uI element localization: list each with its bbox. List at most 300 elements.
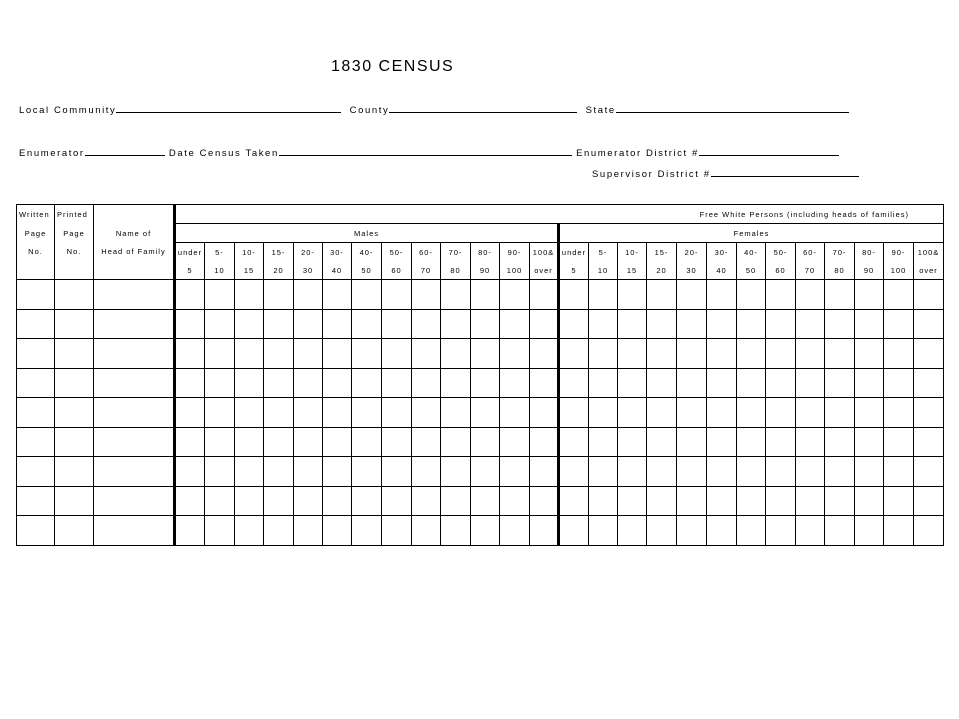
male-count-cell[interactable] [175, 516, 205, 546]
male-count-cell[interactable] [441, 368, 471, 398]
head-of-family-cell[interactable] [94, 486, 175, 516]
male-count-cell[interactable] [175, 486, 205, 516]
female-count-cell[interactable] [647, 457, 677, 487]
female-count-cell[interactable] [589, 457, 618, 487]
female-count-cell[interactable] [707, 309, 737, 339]
female-count-cell[interactable] [914, 427, 944, 457]
male-count-cell[interactable] [382, 486, 412, 516]
male-count-cell[interactable] [412, 398, 441, 428]
female-count-cell[interactable] [647, 280, 677, 310]
female-count-cell[interactable] [677, 368, 707, 398]
female-count-cell[interactable] [914, 486, 944, 516]
female-count-cell[interactable] [855, 339, 884, 369]
female-count-cell[interactable] [737, 368, 766, 398]
female-count-cell[interactable] [589, 339, 618, 369]
male-count-cell[interactable] [441, 427, 471, 457]
male-count-cell[interactable] [323, 457, 352, 487]
male-count-cell[interactable] [235, 398, 264, 428]
male-count-cell[interactable] [323, 280, 352, 310]
male-count-cell[interactable] [264, 427, 294, 457]
female-count-cell[interactable] [766, 309, 796, 339]
printed-page-cell[interactable] [55, 457, 94, 487]
male-count-cell[interactable] [471, 280, 500, 310]
male-count-cell[interactable] [471, 516, 500, 546]
male-count-cell[interactable] [352, 427, 382, 457]
head-of-family-cell[interactable] [94, 309, 175, 339]
male-count-cell[interactable] [352, 486, 382, 516]
female-count-cell[interactable] [677, 280, 707, 310]
female-count-cell[interactable] [825, 339, 855, 369]
male-count-cell[interactable] [352, 339, 382, 369]
male-count-cell[interactable] [205, 457, 235, 487]
male-count-cell[interactable] [264, 339, 294, 369]
female-count-cell[interactable] [796, 486, 825, 516]
female-count-cell[interactable] [825, 457, 855, 487]
male-count-cell[interactable] [205, 427, 235, 457]
female-age-header-bottom: 90 [855, 261, 884, 280]
female-count-cell[interactable] [825, 368, 855, 398]
local-community-label: Local Community [19, 105, 117, 116]
female-count-cell[interactable] [766, 339, 796, 369]
female-count-cell[interactable] [737, 427, 766, 457]
male-age-header-bottom: 5 [175, 261, 205, 280]
male-count-cell[interactable] [264, 280, 294, 310]
female-count-cell[interactable] [618, 486, 647, 516]
male-count-cell[interactable] [235, 339, 264, 369]
male-count-cell[interactable] [382, 309, 412, 339]
male-count-cell[interactable] [264, 457, 294, 487]
written-page-cell[interactable] [17, 516, 55, 546]
female-count-cell[interactable] [559, 398, 589, 428]
male-count-cell[interactable] [412, 457, 441, 487]
female-age-header-bottom: 5 [559, 261, 589, 280]
female-count-cell[interactable] [914, 309, 944, 339]
male-count-cell[interactable] [471, 486, 500, 516]
written-page-cell[interactable] [17, 368, 55, 398]
female-count-cell[interactable] [825, 398, 855, 428]
male-count-cell[interactable] [294, 309, 323, 339]
male-count-cell[interactable] [441, 398, 471, 428]
male-count-cell[interactable] [175, 427, 205, 457]
female-count-cell[interactable] [796, 516, 825, 546]
female-count-cell[interactable] [618, 427, 647, 457]
male-count-cell[interactable] [205, 398, 235, 428]
male-count-cell[interactable] [175, 457, 205, 487]
female-count-cell[interactable] [796, 427, 825, 457]
male-age-header-top: 90- [500, 243, 530, 262]
female-count-cell[interactable] [914, 280, 944, 310]
female-count-cell[interactable] [855, 368, 884, 398]
male-count-cell[interactable] [323, 398, 352, 428]
table-row [17, 280, 944, 310]
female-count-cell[interactable] [589, 368, 618, 398]
female-count-cell[interactable] [884, 486, 914, 516]
female-count-cell[interactable] [796, 309, 825, 339]
female-count-cell[interactable] [796, 457, 825, 487]
male-count-cell[interactable] [530, 339, 559, 369]
male-count-cell[interactable] [205, 339, 235, 369]
female-count-cell[interactable] [559, 339, 589, 369]
female-count-cell[interactable] [825, 486, 855, 516]
female-count-cell[interactable] [559, 309, 589, 339]
female-count-cell[interactable] [884, 368, 914, 398]
female-count-cell[interactable] [825, 309, 855, 339]
male-count-cell[interactable] [441, 486, 471, 516]
female-count-cell[interactable] [796, 398, 825, 428]
female-count-cell[interactable] [618, 339, 647, 369]
male-count-cell[interactable] [235, 427, 264, 457]
male-count-cell[interactable] [530, 427, 559, 457]
female-count-cell[interactable] [677, 398, 707, 428]
male-count-cell[interactable] [175, 368, 205, 398]
female-count-cell[interactable] [825, 516, 855, 546]
male-count-cell[interactable] [441, 309, 471, 339]
printed-page-cell[interactable] [55, 516, 94, 546]
female-count-cell[interactable] [707, 368, 737, 398]
female-count-cell[interactable] [589, 280, 618, 310]
female-count-cell[interactable] [766, 427, 796, 457]
male-count-cell[interactable] [412, 339, 441, 369]
male-count-cell[interactable] [205, 516, 235, 546]
male-count-cell[interactable] [323, 339, 352, 369]
female-count-cell[interactable] [914, 516, 944, 546]
female-count-cell[interactable] [618, 309, 647, 339]
male-count-cell[interactable] [175, 398, 205, 428]
female-count-cell[interactable] [914, 457, 944, 487]
female-count-cell[interactable] [766, 280, 796, 310]
male-count-cell[interactable] [294, 427, 323, 457]
male-count-cell[interactable] [235, 516, 264, 546]
female-count-cell[interactable] [766, 398, 796, 428]
female-count-cell[interactable] [766, 486, 796, 516]
female-count-cell[interactable] [737, 339, 766, 369]
male-count-cell[interactable] [412, 427, 441, 457]
male-count-cell[interactable] [412, 486, 441, 516]
female-age-header-bottom: 10 [589, 261, 618, 280]
male-age-header-top: 5- [205, 243, 235, 262]
male-count-cell[interactable] [441, 516, 471, 546]
male-count-cell[interactable] [294, 457, 323, 487]
male-count-cell[interactable] [412, 280, 441, 310]
male-count-cell[interactable] [471, 398, 500, 428]
local-community-field[interactable] [116, 103, 341, 113]
male-count-cell[interactable] [294, 486, 323, 516]
male-count-cell[interactable] [500, 398, 530, 428]
male-count-cell[interactable] [264, 486, 294, 516]
male-count-cell[interactable] [235, 280, 264, 310]
male-count-cell[interactable] [323, 427, 352, 457]
male-count-cell[interactable] [352, 516, 382, 546]
female-count-cell[interactable] [855, 280, 884, 310]
written-page-cell[interactable] [17, 398, 55, 428]
head-of-family-cell[interactable] [94, 280, 175, 310]
female-count-cell[interactable] [589, 309, 618, 339]
male-count-cell[interactable] [530, 398, 559, 428]
head-of-family-cell[interactable] [94, 339, 175, 369]
female-count-cell[interactable] [677, 309, 707, 339]
male-count-cell[interactable] [441, 339, 471, 369]
male-count-cell[interactable] [323, 486, 352, 516]
female-count-cell[interactable] [855, 457, 884, 487]
female-count-cell[interactable] [914, 398, 944, 428]
female-age-header-bottom: 70 [796, 261, 825, 280]
male-age-header-top: under [175, 243, 205, 262]
male-count-cell[interactable] [412, 516, 441, 546]
female-count-cell[interactable] [796, 280, 825, 310]
form-line-supervisor [592, 167, 859, 180]
male-count-cell[interactable] [294, 368, 323, 398]
female-count-cell[interactable] [884, 427, 914, 457]
male-count-cell[interactable] [382, 427, 412, 457]
male-count-cell[interactable] [235, 457, 264, 487]
female-count-cell[interactable] [589, 486, 618, 516]
female-count-cell[interactable] [618, 457, 647, 487]
head-of-family-cell[interactable] [94, 398, 175, 428]
male-count-cell[interactable] [500, 427, 530, 457]
female-count-cell[interactable] [766, 516, 796, 546]
male-count-cell[interactable] [323, 516, 352, 546]
male-age-header-top: 20- [294, 243, 323, 262]
male-count-cell[interactable] [323, 309, 352, 339]
female-count-cell[interactable] [559, 427, 589, 457]
male-age-header-bottom: 20 [264, 261, 294, 280]
female-count-cell[interactable] [884, 280, 914, 310]
female-count-cell[interactable] [884, 457, 914, 487]
male-count-cell[interactable] [441, 457, 471, 487]
male-count-cell[interactable] [294, 516, 323, 546]
written-page-cell[interactable] [17, 280, 55, 310]
female-count-cell[interactable] [796, 368, 825, 398]
head-of-family-cell[interactable] [94, 516, 175, 546]
female-count-cell[interactable] [559, 516, 589, 546]
head-of-family-cell[interactable] [94, 427, 175, 457]
male-count-cell[interactable] [382, 516, 412, 546]
female-count-cell[interactable] [825, 280, 855, 310]
female-count-cell[interactable] [707, 427, 737, 457]
male-count-cell[interactable] [530, 368, 559, 398]
male-age-header-bottom: 15 [235, 261, 264, 280]
female-count-cell[interactable] [618, 398, 647, 428]
female-count-cell[interactable] [647, 309, 677, 339]
printed-page-cell[interactable] [55, 339, 94, 369]
written-page-cell[interactable] [17, 486, 55, 516]
male-count-cell[interactable] [175, 309, 205, 339]
enumerator-field[interactable] [85, 146, 165, 156]
female-count-cell[interactable] [677, 457, 707, 487]
female-count-cell[interactable] [559, 457, 589, 487]
male-age-header-bottom: 10 [205, 261, 235, 280]
female-count-cell[interactable] [589, 427, 618, 457]
female-count-cell[interactable] [737, 457, 766, 487]
male-count-cell[interactable] [235, 309, 264, 339]
male-count-cell[interactable] [471, 339, 500, 369]
male-count-cell[interactable] [471, 427, 500, 457]
male-count-cell[interactable] [264, 309, 294, 339]
male-count-cell[interactable] [500, 516, 530, 546]
female-count-cell[interactable] [559, 280, 589, 310]
male-count-cell[interactable] [205, 368, 235, 398]
male-count-cell[interactable] [382, 457, 412, 487]
date-census-taken-field[interactable] [279, 146, 572, 156]
female-count-cell[interactable] [707, 457, 737, 487]
female-count-cell[interactable] [707, 486, 737, 516]
table-row [17, 339, 944, 369]
page-title: 1830 CENSUS [331, 58, 455, 75]
male-age-header-top: 80- [471, 243, 500, 262]
male-count-cell[interactable] [175, 339, 205, 369]
female-count-cell[interactable] [766, 457, 796, 487]
female-age-header-bottom: 40 [707, 261, 737, 280]
female-count-cell[interactable] [647, 486, 677, 516]
male-count-cell[interactable] [382, 339, 412, 369]
female-count-cell[interactable] [855, 516, 884, 546]
female-count-cell[interactable] [914, 339, 944, 369]
female-count-cell[interactable] [855, 427, 884, 457]
printed-page-cell[interactable] [55, 368, 94, 398]
date-census-taken-label: Date Census Taken [168, 148, 279, 159]
female-age-header-bottom: 50 [737, 261, 766, 280]
female-count-cell[interactable] [589, 516, 618, 546]
male-count-cell[interactable] [382, 398, 412, 428]
male-age-header-bottom: 40 [323, 261, 352, 280]
female-count-cell[interactable] [737, 309, 766, 339]
female-count-cell[interactable] [825, 427, 855, 457]
male-count-cell[interactable] [530, 486, 559, 516]
female-count-cell[interactable] [855, 309, 884, 339]
male-count-cell[interactable] [500, 339, 530, 369]
male-count-cell[interactable] [294, 398, 323, 428]
female-count-cell[interactable] [737, 486, 766, 516]
printed-page-cell[interactable] [55, 309, 94, 339]
printed-page-cell[interactable] [55, 427, 94, 457]
male-count-cell[interactable] [471, 368, 500, 398]
female-count-cell[interactable] [884, 339, 914, 369]
female-count-cell[interactable] [677, 339, 707, 369]
female-count-cell[interactable] [737, 516, 766, 546]
male-count-cell[interactable] [352, 457, 382, 487]
female-count-cell[interactable] [589, 398, 618, 428]
supervisor-district-label: Supervisor District # [592, 169, 711, 180]
female-count-cell[interactable] [707, 398, 737, 428]
male-count-cell[interactable] [500, 486, 530, 516]
male-count-cell[interactable] [205, 280, 235, 310]
written-page-cell[interactable] [17, 457, 55, 487]
printed-page-cell[interactable] [55, 280, 94, 310]
male-count-cell[interactable] [382, 280, 412, 310]
female-count-cell[interactable] [559, 486, 589, 516]
male-count-cell[interactable] [205, 309, 235, 339]
female-count-cell[interactable] [707, 339, 737, 369]
female-count-cell[interactable] [647, 398, 677, 428]
male-count-cell[interactable] [530, 516, 559, 546]
male-count-cell[interactable] [352, 280, 382, 310]
male-count-cell[interactable] [412, 309, 441, 339]
male-count-cell[interactable] [530, 457, 559, 487]
female-count-cell[interactable] [618, 368, 647, 398]
male-count-cell[interactable] [235, 486, 264, 516]
female-age-header-bottom: 30 [677, 261, 707, 280]
male-count-cell[interactable] [205, 486, 235, 516]
female-age-header-top: under [559, 243, 589, 262]
male-count-cell[interactable] [264, 368, 294, 398]
printed-header-1: Printed [55, 205, 94, 224]
female-count-cell[interactable] [647, 339, 677, 369]
female-count-cell[interactable] [618, 280, 647, 310]
female-age-header-top: 100& [914, 243, 944, 262]
male-count-cell[interactable] [500, 309, 530, 339]
female-count-cell[interactable] [914, 368, 944, 398]
female-count-cell[interactable] [855, 486, 884, 516]
female-count-cell[interactable] [884, 309, 914, 339]
male-count-cell[interactable] [352, 398, 382, 428]
enumerator-district-field[interactable] [699, 146, 839, 156]
enumerator-district-label: Enumerator District # [576, 148, 699, 159]
female-count-cell[interactable] [884, 516, 914, 546]
female-count-cell[interactable] [796, 339, 825, 369]
female-count-cell[interactable] [677, 427, 707, 457]
state-field[interactable] [616, 103, 849, 113]
female-count-cell[interactable] [677, 516, 707, 546]
male-count-cell[interactable] [530, 309, 559, 339]
male-count-cell[interactable] [235, 368, 264, 398]
male-count-cell[interactable] [500, 457, 530, 487]
written-page-cell[interactable] [17, 427, 55, 457]
male-count-cell[interactable] [352, 309, 382, 339]
female-count-cell[interactable] [737, 398, 766, 428]
female-count-cell[interactable] [707, 516, 737, 546]
male-count-cell[interactable] [441, 280, 471, 310]
table-row [17, 427, 944, 457]
male-count-cell[interactable] [382, 368, 412, 398]
female-count-cell[interactable] [559, 368, 589, 398]
female-count-cell[interactable] [647, 368, 677, 398]
head-of-family-cell[interactable] [94, 457, 175, 487]
printed-page-cell[interactable] [55, 486, 94, 516]
male-count-cell[interactable] [500, 280, 530, 310]
printed-page-cell[interactable] [55, 398, 94, 428]
female-count-cell[interactable] [647, 516, 677, 546]
female-age-header-bottom: over [914, 261, 944, 280]
male-count-cell[interactable] [264, 398, 294, 428]
female-count-cell[interactable] [618, 516, 647, 546]
female-count-cell[interactable] [677, 486, 707, 516]
male-count-cell[interactable] [500, 368, 530, 398]
supervisor-district-field[interactable] [711, 167, 859, 177]
female-count-cell[interactable] [647, 427, 677, 457]
male-age-header-top: 60- [412, 243, 441, 262]
male-count-cell[interactable] [530, 280, 559, 310]
male-count-cell[interactable] [352, 368, 382, 398]
male-count-cell[interactable] [294, 280, 323, 310]
county-field[interactable] [389, 103, 577, 113]
male-count-cell[interactable] [323, 368, 352, 398]
male-count-cell[interactable] [412, 368, 441, 398]
female-count-cell[interactable] [707, 280, 737, 310]
written-page-cell[interactable] [17, 309, 55, 339]
female-count-cell[interactable] [884, 398, 914, 428]
female-count-cell[interactable] [737, 280, 766, 310]
male-count-cell[interactable] [471, 309, 500, 339]
male-count-cell[interactable] [471, 457, 500, 487]
head-of-family-cell[interactable] [94, 368, 175, 398]
male-count-cell[interactable] [264, 516, 294, 546]
female-count-cell[interactable] [855, 398, 884, 428]
female-count-cell[interactable] [766, 368, 796, 398]
male-count-cell[interactable] [294, 339, 323, 369]
male-count-cell[interactable] [175, 280, 205, 310]
written-page-cell[interactable] [17, 339, 55, 369]
male-age-header-bottom: over [530, 261, 559, 280]
